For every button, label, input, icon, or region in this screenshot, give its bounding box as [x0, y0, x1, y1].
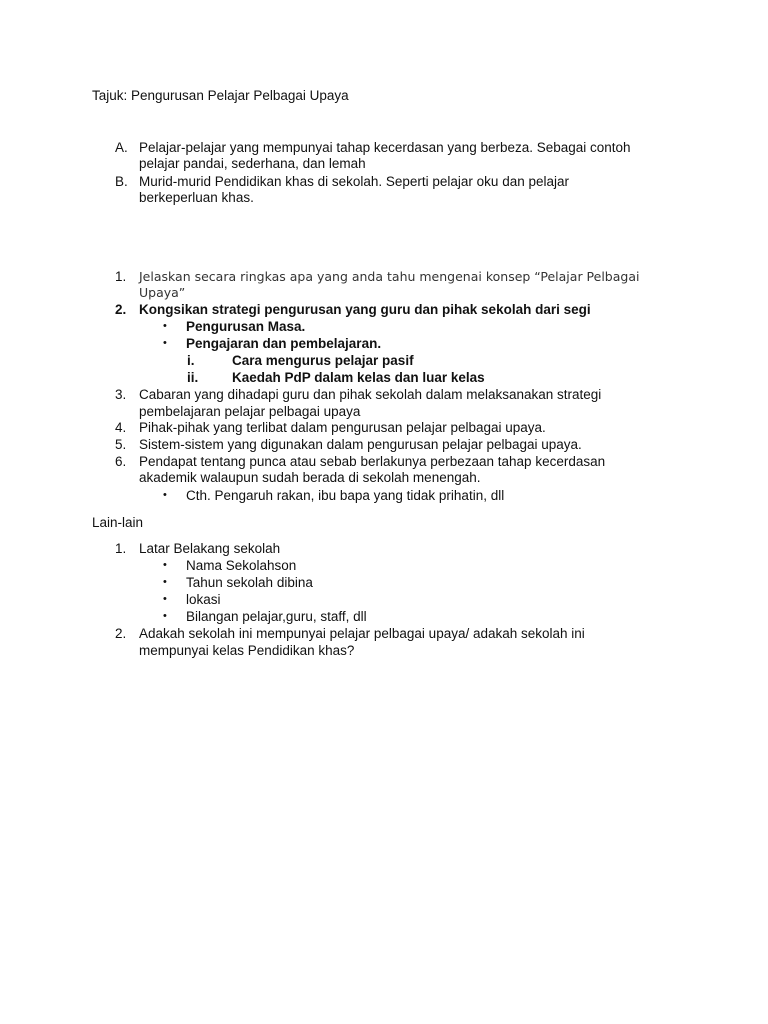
bullet-item-text: Tahun sekolah dibina — [186, 575, 313, 590]
sublist-item-text: Cara mengurus pelajar pasif — [232, 353, 414, 368]
sublist-item-text: Kaedah PdP dalam kelas dan luar kelas — [232, 370, 485, 385]
list-item-text: Cabaran yang dihadapi guru dan pihak sekolah dalam melaksanakan strategi — [139, 387, 602, 402]
list-item-text: mempunyai kelas Pendidikan khas? — [139, 643, 355, 658]
list-item-text: pelajar pandai, sederhana, dan lemah — [139, 156, 366, 171]
list-marker: A. — [115, 140, 128, 155]
bullet-glyph: • — [163, 559, 167, 571]
bullet-glyph: • — [163, 489, 167, 501]
list-item-text: Pendapat tentang punca atau sebab berlakunya perbezaan tahap kecerdasan — [139, 454, 606, 469]
section-heading: Lain-lain — [92, 515, 144, 530]
list-marker: 5. — [115, 437, 127, 452]
bullet-glyph: • — [163, 337, 167, 349]
bullet-item-text: Nama Sekolahson — [186, 558, 297, 573]
document-title: Tajuk: Pengurusan Pelajar Pelbagai Upaya — [92, 88, 349, 103]
list-marker: 3. — [115, 387, 127, 402]
list-item-text: berkeperluan khas. — [139, 190, 254, 205]
list-marker: 4. — [115, 420, 127, 435]
list-marker: 2. — [115, 302, 127, 317]
bullet-glyph: • — [163, 610, 167, 622]
bullet-item-text: Cth. Pengaruh rakan, ibu bapa yang tidak prihatin, dll — [186, 488, 505, 503]
list-item-text: Jelaskan secara ringkas apa yang anda tahu mengenai konsep “Pelajar Pelbagai — [139, 269, 640, 284]
list-item-text: Upaya” — [139, 285, 186, 300]
list-marker: 2. — [115, 626, 127, 641]
sublist-marker: ii. — [187, 370, 199, 385]
list-item-text: pembelajaran pelajar pelbagai upaya — [139, 404, 361, 419]
bullet-glyph: • — [163, 576, 167, 588]
list-marker: B. — [115, 174, 128, 189]
list-marker: 1. — [115, 541, 127, 556]
list-item-text: Pihak-pihak yang terlibat dalam pengurusan pelajar pelbagai upaya. — [139, 420, 546, 435]
bullet-glyph: • — [163, 320, 167, 332]
bullet-glyph: • — [163, 593, 167, 605]
bullet-item-text: Pengajaran dan pembelajaran. — [186, 336, 382, 351]
list-item-text: Murid-murid Pendidikan khas di sekolah. Seperti pelajar oku dan pelajar — [139, 174, 569, 189]
list-marker: 1. — [115, 269, 127, 284]
bullet-item-text: Pengurusan Masa. — [186, 319, 306, 334]
list-item-text: Adakah sekolah ini mempunyai pelajar pelbagai upaya/ adakah sekolah ini — [139, 626, 585, 641]
bullet-item-text: Bilangan pelajar,guru, staff, dll — [186, 609, 367, 624]
sublist-marker: i. — [187, 353, 195, 368]
list-item-text: Pelajar-pelajar yang mempunyai tahap kecerdasan yang berbeza. Sebagai contoh — [139, 140, 631, 155]
bullet-item-text: lokasi — [186, 592, 221, 607]
list-item-text: akademik walaupun sudah berada di sekolah menengah. — [139, 470, 481, 485]
list-item-text: Sistem-sistem yang digunakan dalam pengurusan pelajar pelbagai upaya. — [139, 437, 582, 452]
list-marker: 6. — [115, 454, 127, 469]
list-item-text: Latar Belakang sekolah — [139, 541, 281, 556]
list-item-text: Kongsikan strategi pengurusan yang guru dan pihak sekolah dari segi — [139, 302, 591, 317]
